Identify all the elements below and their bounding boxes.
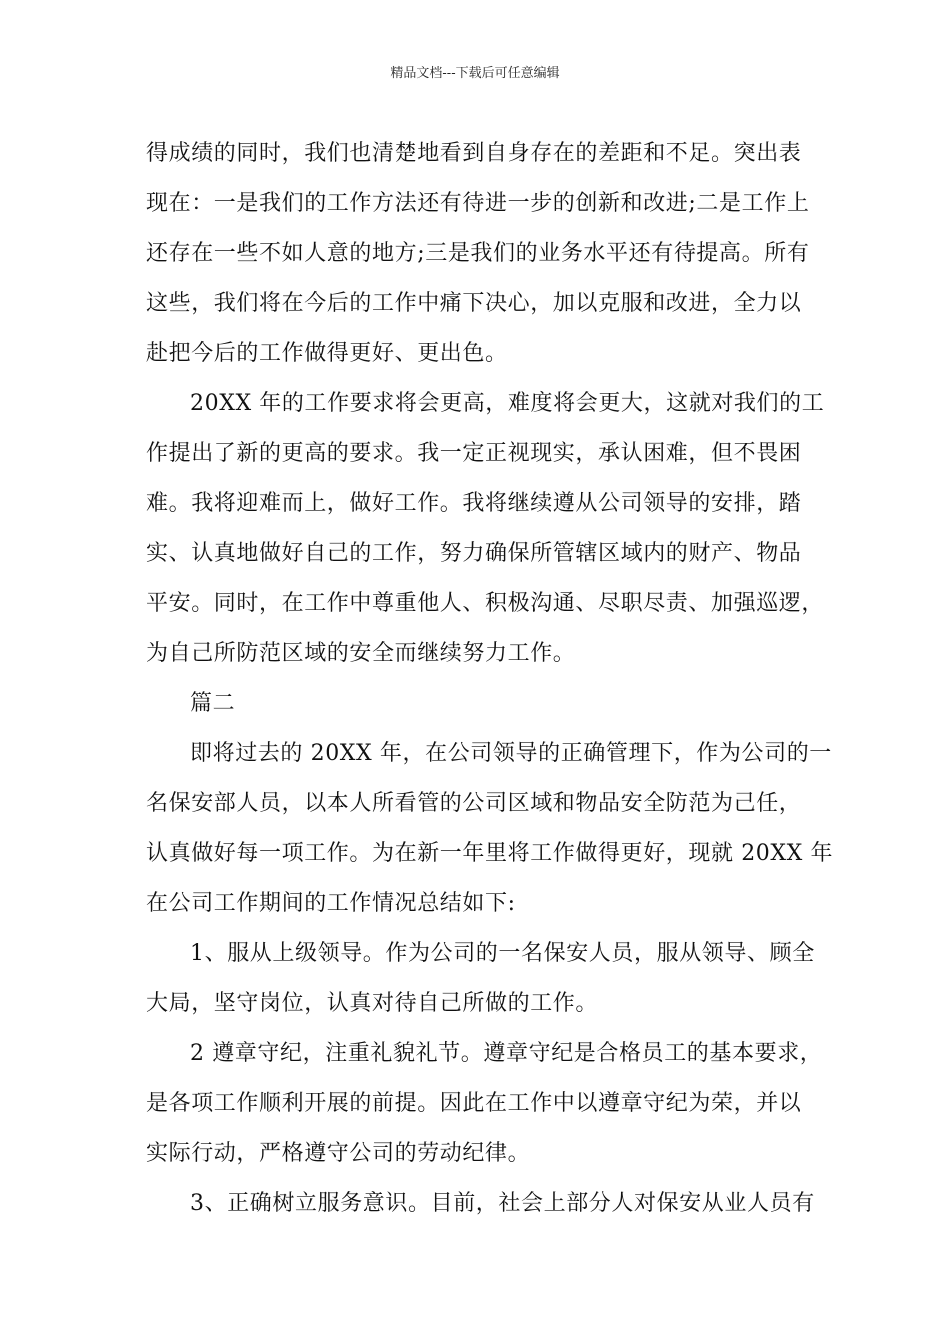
page-header: 精品文档---下载后可任意编辑 xyxy=(390,66,560,81)
paragraph xyxy=(146,1037,823,1187)
text-line: 20XX 年的工作要求将会更高，难度将会更大，这就对我们的工 xyxy=(190,391,825,416)
text-line: 平安。同时，在工作中尊重他人、积极沟通、尽职尽责、加强巡逻， xyxy=(146,591,825,616)
document-body xyxy=(146,137,834,1237)
text-line: 是各项工作顺利开展的前提。因此在工作中以遵章守纪为荣，并以 xyxy=(146,1091,802,1116)
text-line: 在公司工作期间的工作情况总结如下: xyxy=(146,891,516,916)
text-line: 为自己所防范区域的安全而继续努力工作。 xyxy=(146,641,576,666)
text-line: 3、正确树立服务意识。目前，社会上部分人对保安从业人员有 xyxy=(190,1191,815,1216)
paragraph xyxy=(146,737,834,937)
paragraph xyxy=(146,1187,815,1237)
text-line: 1、服从上级领导。作为公司的一名保安人员，服从领导、顾全 xyxy=(190,941,815,966)
paragraph xyxy=(146,937,815,1037)
text-line: 认真做好每一项工作。为在新一年里将工作做得更好，现就 20XX 年 xyxy=(146,841,834,866)
text-line: 还存在一些不如人意的地方;三是我们的业务水平还有待提高。所有 xyxy=(146,241,810,266)
text-line: 大局，坚守岗位，认真对待自己所做的工作。 xyxy=(146,991,599,1016)
text-line: 得成绩的同时，我们也清楚地看到自身存在的差距和不足。突出表 xyxy=(146,141,802,166)
text-line: 名保安部人员，以本人所看管的公司区域和物品安全防范为己任， xyxy=(146,791,802,816)
text-line: 作提出了新的更高的要求。我一定正视现实，承认困难，但不畏困 xyxy=(146,441,802,466)
text-line: 实、认真地做好自己的工作，努力确保所管辖区域内的财产、物品 xyxy=(146,541,802,566)
paragraph xyxy=(146,687,810,737)
text-line: 即将过去的 20XX 年，在公司领导的正确管理下，作为公司的一 xyxy=(190,741,832,766)
text-line: 难。我将迎难而上，做好工作。我将继续遵从公司领导的安排，踏 xyxy=(146,491,802,516)
text-line: 实际行动，严格遵守公司的劳动纪律。 xyxy=(146,1141,531,1166)
text-line: 现在：一是我们的工作方法还有待进一步的创新和改进;二是工作上 xyxy=(146,191,810,216)
text-line: 篇二 xyxy=(190,691,236,716)
paragraph xyxy=(146,137,810,387)
paragraph xyxy=(146,387,825,687)
text-line: 2 遵章守纪，注重礼貌礼节。遵章守纪是合格员工的基本要求， xyxy=(190,1041,823,1066)
text-line: 赴把今后的工作做得更好、更出色。 xyxy=(146,341,508,366)
text-line: 这些，我们将在今后的工作中痛下决心，加以克服和改进，全力以 xyxy=(146,291,802,316)
